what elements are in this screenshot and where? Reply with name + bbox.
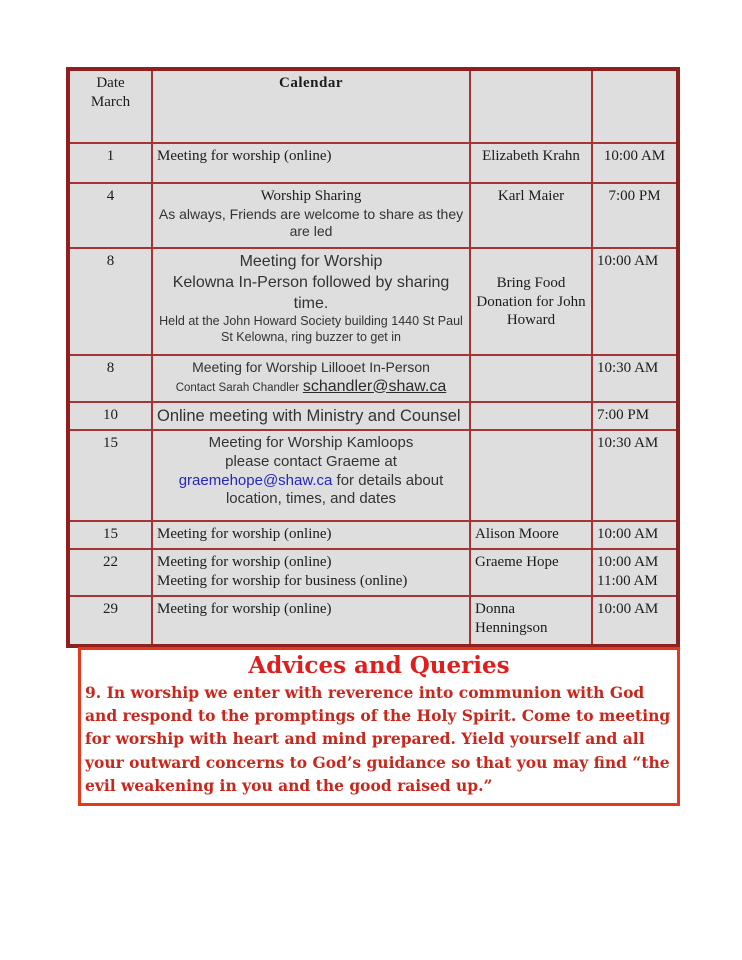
event-title: Meeting for Worship Lillooet In-Person [192,359,430,375]
header-empty-time [592,69,678,143]
advices-box [78,647,680,806]
advices-title: Advices and Queries [248,652,510,679]
date-header-cell [68,69,152,143]
date-cell: 29 [68,596,152,646]
calendar-title: Calendar [152,69,470,143]
email-suffix-text: for details about [332,471,444,489]
event-text-1: Meeting for worship (online) [157,554,332,570]
time-cell [592,549,678,596]
event-note: As always, Friends are welcome to share as they are led [158,205,464,240]
calendar-table-container [66,67,680,648]
event-location-note: Held at the John Howard Society building 1440 St Paul St Kelowna, ring buzzer to get in [159,314,463,345]
event-cell [152,402,470,430]
time-cell: 10:30 AM [592,430,678,521]
event-text: Meeting for worship (online) [157,526,332,542]
table-row [68,248,678,355]
time-cell: 10:00 AM [592,143,678,183]
header-row [68,69,678,143]
date-cell: 4 [68,183,152,248]
date-cell: 15 [68,521,152,549]
date-cell: 10 [68,402,152,430]
event-text-2: Meeting for worship for business (online) [157,572,408,589]
date-cell: 22 [68,549,152,596]
date-header-line2: March [90,93,131,110]
who-cell [470,430,592,521]
date-header-line1: Date [96,75,125,91]
time-line-1: 10:00 AM [597,554,659,570]
event-cell [152,596,470,646]
event-cell [152,183,470,248]
event-title: Meeting for Worship Kamloops [208,434,414,451]
header-empty-who [470,69,592,143]
time-cell: 10:30 AM [592,355,678,402]
table-row [68,521,678,549]
table-row [68,402,678,430]
time-cell: 10:00 AM [592,248,678,355]
table-row [68,430,678,521]
event-subtitle: Kelowna In-Person followed by sharing time. [172,273,450,312]
event-text: Meeting for worship (online) [157,601,332,617]
table-row [68,355,678,402]
table-row [68,183,678,248]
event-text: Online meeting with Ministry and Counsel [157,407,461,425]
date-cell: 15 [68,430,152,521]
event-cell [152,143,470,183]
who-cell: Donna Henningson [470,596,592,646]
event-title: Meeting for Worship [239,253,383,270]
event-contact-line: please contact Graeme at [225,452,397,470]
date-cell: 8 [68,248,152,355]
who-cell: Bring Food Donation for John Howard [470,248,592,355]
event-text: Meeting for worship (online) [157,148,332,164]
time-cell: 10:00 AM [592,521,678,549]
event-cell [152,549,470,596]
who-cell: Karl Maier [470,183,592,248]
table-row [68,596,678,646]
contact-label: Contact Sarah Chandler [175,381,300,394]
date-cell: 8 [68,355,152,402]
time-line-2: 11:00 AM [597,572,658,589]
table-row [68,143,678,183]
event-cell [152,521,470,549]
event-detail-line: location, times, and dates [225,490,397,508]
table-row [68,549,678,596]
calendar-table [66,67,680,648]
event-cell [152,430,470,521]
event-title: Worship Sharing [260,188,362,204]
date-cell: 1 [68,143,152,183]
who-cell: Alison Moore [470,521,592,549]
email-link-graemehope[interactable]: graemehope@shaw.ca [178,471,333,489]
email-link-schandler[interactable]: schandler@shaw.ca [302,377,447,395]
event-cell [152,355,470,402]
who-cell [470,402,592,430]
event-cell [152,248,470,355]
time-cell: 10:00 AM [592,596,678,646]
who-cell: Graeme Hope [470,549,592,596]
who-cell [470,355,592,402]
advices-body: 9. In worship we enter with reverence into communion with God and respond to the promptings of the Holy Spirit. Come to meeting for worship with heart and mind prepared. Yield yourself and all your outward concerns to God’s guidance so that you may find “the evil weakening in you and the good raised up.” [85,682,671,795]
time-cell: 7:00 PM [592,183,678,248]
who-cell: Elizabeth Krahn [470,143,592,183]
time-cell: 7:00 PM [592,402,678,430]
